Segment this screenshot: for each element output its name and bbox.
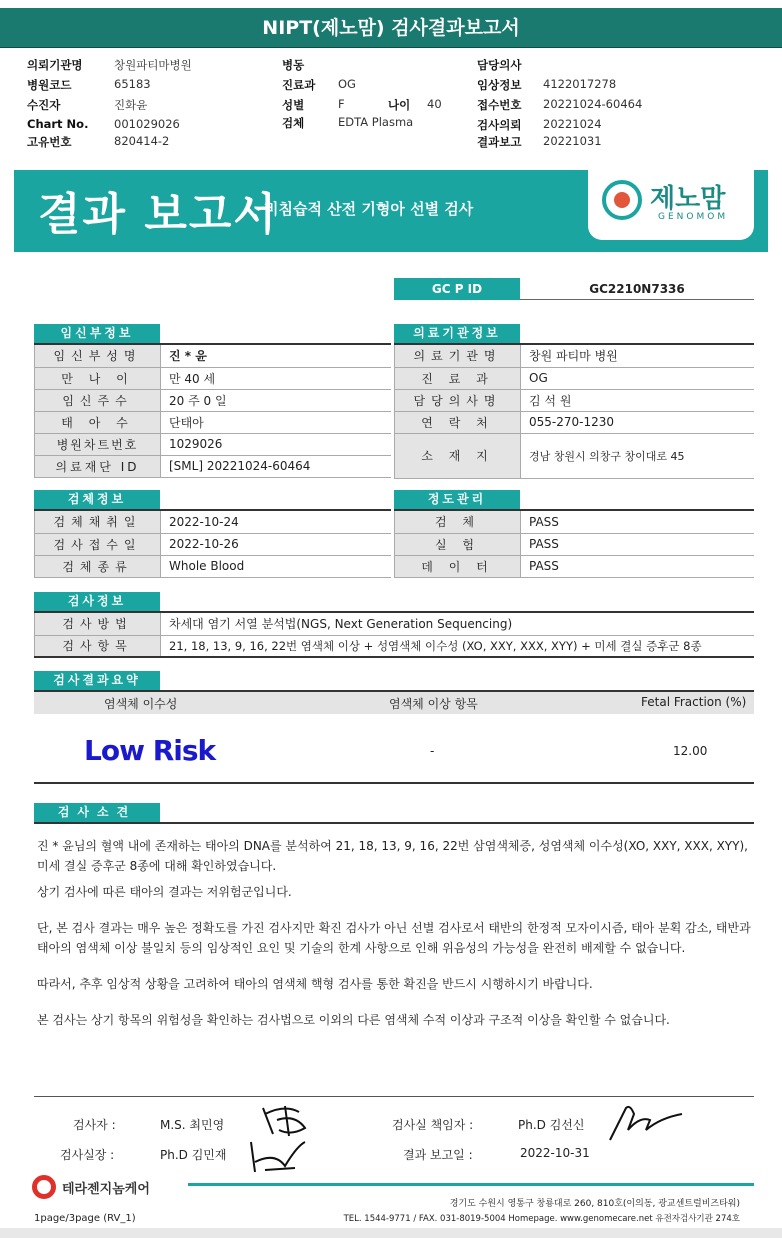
header-value: 4122017278 (543, 77, 617, 91)
summary-col-items: 염색체 이상 항목 (389, 697, 478, 711)
lab-chief-label: 검사실장 : (60, 1148, 115, 1162)
result-fetal-fraction: 12.00 (673, 744, 708, 758)
header-label: 검체 (282, 116, 305, 130)
header-value: 40 (427, 97, 442, 111)
footer-contact: TEL. 1544-9771 / FAX. 031-8019-5004 Homepage. www.genomecare.net 유전자검사기관 274호 (343, 1214, 740, 1224)
logo-dot-icon (614, 192, 630, 208)
lab-head-label: 검사실 책임자 : (392, 1118, 474, 1132)
company-name: 테라젠지놈케어 (62, 1182, 150, 1197)
report-title: NIPT(제노맘) 검사결과보고서 (0, 8, 782, 48)
header-value: 20221031 (543, 134, 602, 148)
row-label: 만 나 이 (35, 367, 161, 389)
table-row (35, 345, 392, 367)
summary-col-aneuploidy: 염색체 이수성 (104, 697, 178, 711)
gcpid-value: GC2210N7336 (589, 282, 685, 296)
result-risk: Low Risk (84, 734, 216, 767)
footer-address: 경기도 수원시 영통구 창룡대로 260, 810호(이의동, 광교센트럴비즈타워) (449, 1199, 740, 1209)
row-label: 병원차트번호 (35, 433, 161, 455)
row-value: 창원 파티마 병원 (521, 345, 755, 367)
table-row (35, 613, 755, 635)
row-label: 연 락 처 (395, 411, 521, 433)
page-number: 1page/3page (RV_1) (34, 1213, 136, 1224)
row-label: 검체채취일 (35, 511, 161, 533)
header-label: 결과보고 (477, 135, 522, 149)
examiner-name: M.S. 최민영 (160, 1118, 225, 1132)
genomom-logo (588, 168, 754, 240)
table-row (395, 389, 755, 411)
row-value: 단태아 (161, 411, 392, 433)
header-label: 담당의사 (477, 58, 522, 72)
divider (34, 1096, 754, 1097)
bottom-strip (0, 1228, 782, 1238)
row-label: 의료재단 ID (35, 455, 161, 477)
header-label: 병동 (282, 58, 305, 72)
header-label: 나이 (388, 98, 411, 112)
table-row (35, 635, 755, 657)
table-row (395, 511, 755, 533)
row-value: 차세대 염기 서열 분석법(NGS, Next Generation Sequencing) (161, 613, 755, 635)
table-row (395, 345, 755, 367)
banner-subtitle: 비침습적 산전 기형아 선별 검사 (264, 200, 474, 218)
findings-paragraph: 본 검사는 상기 항목의 위험성을 확인하는 검사법으로 이외의 다른 염색체 수적 이상과 구조적 이상을 확인할 수 없습니다. (37, 1013, 670, 1027)
row-label: 검사접수일 (35, 533, 161, 555)
gcpid-label: GC P ID (394, 278, 520, 300)
header-label: 병원코드 (27, 78, 72, 92)
findings-paragraph: 상기 검사에 따른 태아의 결과는 저위험군입니다. (37, 885, 292, 899)
row-label: 임신부성명 (35, 345, 161, 367)
footer-rule (188, 1183, 754, 1186)
row-value: 055-270-1230 (521, 411, 755, 433)
institution-table (394, 345, 754, 479)
row-value: 2022-10-26 (161, 533, 392, 555)
row-value: 21, 18, 13, 9, 16, 22번 염색체 이상 + 성염색체 이수성 (XO, XXY, XXX, XYY) + 미세 결실 증후군 8종 (161, 635, 755, 657)
header-value: OG (338, 77, 356, 91)
header-label: 고유번호 (27, 135, 72, 149)
table-row (395, 411, 755, 433)
row-label: 실 험 (395, 533, 521, 555)
findings-paragraph: 따라서, 추후 임상적 상황을 고려하여 태아의 염색체 핵형 검사를 통한 확진을 반드시 시행하시기 바랍니다. (37, 977, 593, 991)
row-label: 검사방법 (35, 613, 161, 635)
report-date-label: 결과 보고일 : (403, 1148, 473, 1162)
header-value: 001029026 (114, 117, 180, 131)
row-value: 2022-10-24 (161, 511, 392, 533)
section-test-heading: 검사정보 (34, 592, 160, 611)
logo-english: GENOMOM (658, 212, 729, 222)
header-value: EDTA Plasma (338, 115, 414, 129)
table-row (395, 433, 755, 478)
row-label: 임신주수 (35, 389, 161, 411)
divider (34, 822, 754, 824)
test-table (34, 613, 754, 658)
header-value: 820414-2 (114, 134, 170, 148)
header-value: 창원파티마병원 (114, 58, 192, 72)
row-value: PASS (521, 511, 755, 533)
row-value: PASS (521, 555, 755, 577)
header-value: 65183 (114, 77, 151, 91)
header-label: 임상정보 (477, 78, 522, 92)
row-label: 데 이 터 (395, 555, 521, 577)
header-label: Chart No. (27, 117, 89, 131)
findings-paragraph: 단, 본 검사 결과는 매우 높은 정확도를 가진 검사지만 확진 검사가 아닌 선별 검사로서 태반의 한정적 모자이시즘, 태아 분획 감소, 태반과 태아의 염색체 이상 불일치 등의 임상적인 요인 및 기술의 한계 사항으로 인해 위음성의 가능성을 완전히 배제할 수 없습니다. (37, 921, 751, 955)
banner-title: 결과 보고서 (38, 189, 278, 240)
row-value: 진 * 윤 (161, 345, 392, 367)
header-label: 검사의뢰 (477, 118, 522, 132)
row-label: 의료기관명 (395, 345, 521, 367)
logo-name: 제노맘 (650, 184, 726, 214)
table-row (395, 555, 755, 577)
table-row (35, 511, 392, 533)
row-label: 소 재 지 (395, 433, 521, 478)
section-summary-heading: 검사결과요약 (34, 671, 160, 690)
specimen-table (34, 511, 391, 578)
section-pregnant-heading: 임신부정보 (34, 324, 160, 343)
lab-chief-signature (245, 1132, 310, 1176)
table-row (35, 433, 392, 455)
header-value: 20221024 (543, 117, 602, 131)
section-institution-heading: 의료기관정보 (394, 324, 520, 343)
qc-table (394, 511, 754, 578)
table-row (35, 389, 392, 411)
row-label: 검사항목 (35, 635, 161, 657)
row-value: 만 40 세 (161, 367, 392, 389)
header-label: 진료과 (282, 78, 316, 92)
section-qc-heading: 정도관리 (394, 490, 520, 509)
table-row (35, 555, 392, 577)
row-value: OG (521, 367, 755, 389)
lab-chief-name: Ph.D 김민재 (160, 1148, 227, 1162)
row-value: 20 주 0 일 (161, 389, 392, 411)
pregnant-table (34, 345, 391, 478)
row-value: 김 석 원 (521, 389, 755, 411)
lab-head-signature (600, 1100, 690, 1146)
findings-paragraph: 진 * 윤님의 혈액 내에 존재하는 태아의 DNA를 분석하여 21, 18, 13, 9, 16, 22번 삼염색체증, 성염색체 이수성(XO, XXY, XXX, XYY), 미세 결실 증후군 8종에 대해 확인하였습니다. (37, 839, 748, 873)
row-label: 검 체 (395, 511, 521, 533)
header-label: 수진자 (27, 98, 61, 112)
section-specimen-heading: 검체정보 (34, 490, 160, 509)
divider (34, 782, 754, 784)
table-row (35, 455, 392, 477)
row-value: PASS (521, 533, 755, 555)
row-label: 검체종류 (35, 555, 161, 577)
header-label: 접수번호 (477, 98, 522, 112)
table-row (35, 367, 392, 389)
examiner-label: 검사자 : (73, 1118, 116, 1132)
header-value: 20221024-60464 (543, 97, 643, 111)
report-banner (14, 170, 768, 252)
gcpid-box (394, 278, 754, 300)
row-label: 담당의사명 (395, 389, 521, 411)
header-label: 성별 (282, 98, 305, 112)
section-findings-heading: 검사소견 (34, 803, 160, 822)
row-label: 태 아 수 (35, 411, 161, 433)
table-row (395, 533, 755, 555)
table-row (395, 367, 755, 389)
header-value: 진화윤 (114, 98, 148, 112)
row-value: 1029026 (161, 433, 392, 455)
row-label: 진 료 과 (395, 367, 521, 389)
terragen-logo-icon (32, 1175, 56, 1199)
header-label: 의뢰기관명 (27, 58, 83, 72)
summary-col-ff: Fetal Fraction (%) (641, 695, 747, 709)
table-row (35, 533, 392, 555)
header-value: F (338, 97, 345, 111)
report-date: 2022-10-31 (520, 1146, 590, 1160)
lab-head-name: Ph.D 김선신 (518, 1118, 585, 1132)
table-row (35, 411, 392, 433)
row-value: 경남 창원시 의창구 창이대로 45 (521, 433, 755, 478)
result-item: - (430, 744, 435, 758)
row-value: [SML] 20221024-60464 (161, 455, 392, 477)
row-value: Whole Blood (161, 555, 392, 577)
summary-header-row (34, 690, 754, 714)
